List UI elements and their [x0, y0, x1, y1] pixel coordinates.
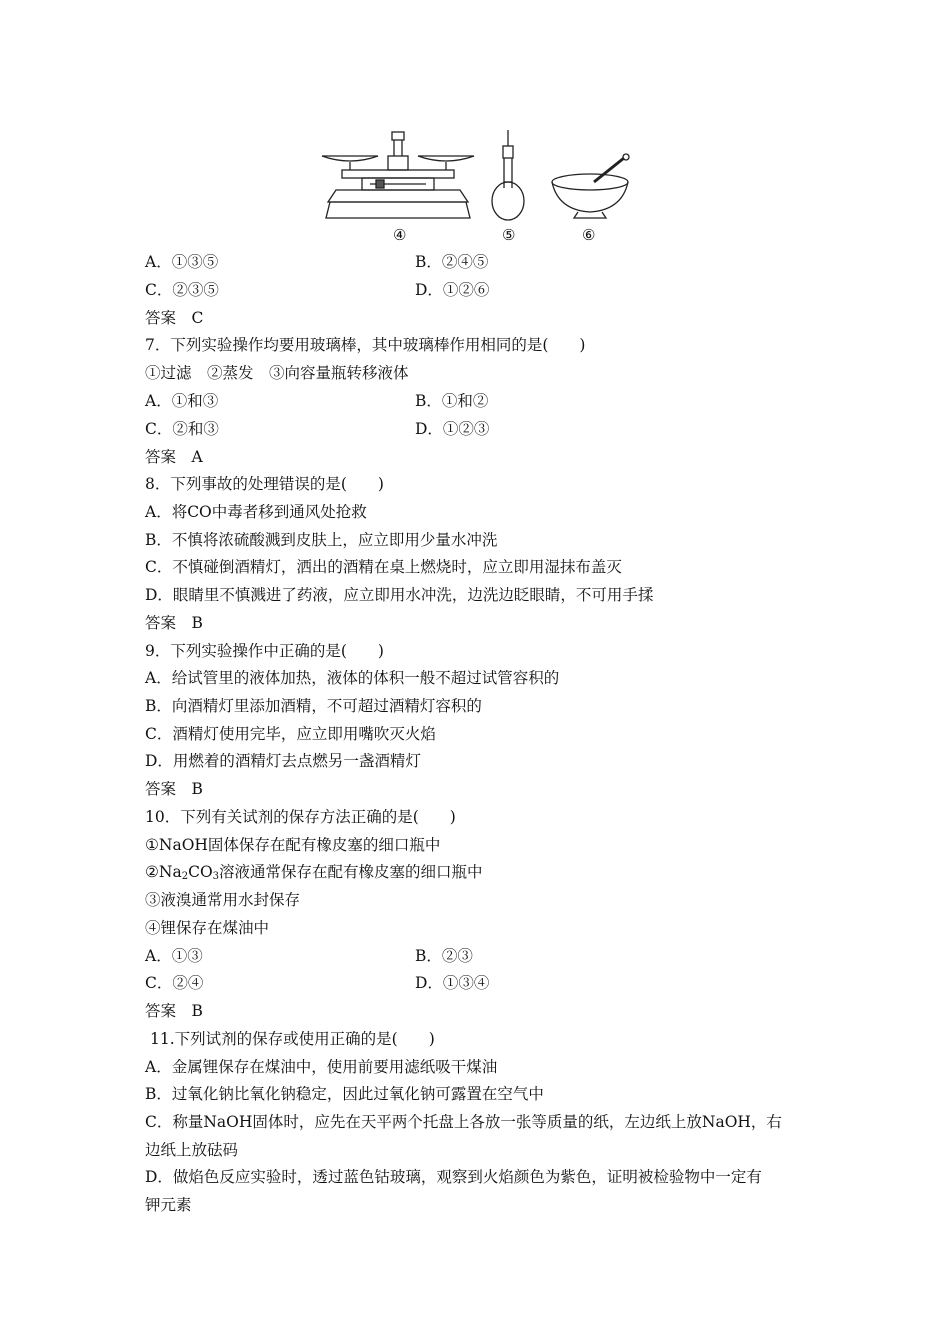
q9-option-b: B．向酒精灯里添加酒精，不可超过酒精灯容积的	[145, 697, 482, 715]
figure-label-4: ④	[393, 226, 407, 244]
q10-option-c: C．②④	[145, 974, 204, 992]
q7-answer: 答案 A	[145, 448, 203, 466]
q10-item-1: ①NaOH固体保存在配有橡皮塞的细口瓶中	[145, 836, 441, 854]
q11-option-c-line2: 边纸上放砝码	[145, 1141, 239, 1159]
q8-stem: 8．下列事故的处理错误的是( )	[145, 475, 384, 493]
q7-stem: 7．下列实验操作均要用玻璃棒，其中玻璃棒作用相同的是( )	[145, 336, 586, 354]
q9-option-c: C．酒精灯使用完毕，应立即用嘴吹灭火焰	[145, 725, 436, 743]
mortar-pestle-icon	[552, 154, 629, 218]
balance-scale-icon	[322, 132, 474, 218]
q10-item-2-post: 溶液通常保存在配有橡皮塞的细口瓶中	[219, 863, 483, 881]
figure-label-6: ⑥	[582, 226, 596, 244]
q11-option-a: A．金属锂保存在煤油中，使用前要用滤纸吸干煤油	[145, 1058, 498, 1076]
q6-option-d: D．①②⑥	[415, 281, 490, 299]
q10-item-2	[145, 861, 483, 888]
q10-item-3: ③液溴通常用水封保存	[145, 891, 301, 909]
q7-option-a: A．①和③	[145, 392, 219, 410]
q7-items: ①过滤 ②蒸发 ③向容量瓶转移液体	[145, 364, 409, 382]
q8-option-b: B．不慎将浓硫酸溅到皮肤上，应立即用少量水冲洗	[145, 531, 498, 549]
q11-option-d-line2: 钾元素	[145, 1196, 192, 1214]
q10-option-a: A．①③	[145, 947, 203, 965]
q6-option-c: C．②③⑤	[145, 281, 219, 299]
apparatus-figure	[318, 126, 638, 244]
q6-option-b: B．②④⑤	[415, 253, 489, 271]
volumetric-flask-icon	[492, 130, 524, 220]
q11-option-c-line1: C．称量NaOH固体时，应先在天平两个托盘上各放一张等质量的纸，左边纸上放NaOH，右	[145, 1113, 782, 1131]
q6-option-a: A．①③⑤	[145, 253, 219, 271]
q10-item-2-sub2: 3	[212, 871, 220, 882]
q10-item-2-pre: ②Na	[145, 863, 182, 881]
q11-option-b: B．过氧化钠比氧化钠稳定，因此过氧化钠可露置在空气中	[145, 1085, 544, 1103]
apparatus-drawing	[318, 126, 638, 226]
q10-item-2-mid: CO	[188, 863, 213, 881]
q9-option-d: D．用燃着的酒精灯去点燃另一盏酒精灯	[145, 752, 421, 770]
q9-stem: 9．下列实验操作中正确的是( )	[145, 642, 384, 660]
q7-option-c: C．②和③	[145, 420, 219, 438]
figure-label-5: ⑤	[502, 226, 516, 244]
q6-answer: 答案 C	[145, 309, 204, 327]
q11-option-d-line1: D．做焰色反应实验时，透过蓝色钴玻璃，观察到火焰颜色为紫色，证明被检验物中一定有	[145, 1168, 762, 1186]
q10-answer: 答案 B	[145, 1002, 203, 1020]
q8-option-d: D．眼睛里不慎溅进了药液，应立即用水冲洗，边洗边眨眼睛，不可用手揉	[145, 586, 654, 604]
q11-stem: 11.下列试剂的保存或使用正确的是( )	[150, 1030, 435, 1048]
q10-item-2-sub1: 2	[181, 871, 189, 882]
q7-option-d: D．①②③	[415, 420, 490, 438]
q9-option-a: A．给试管里的液体加热，液体的体积一般不超过试管容积的	[145, 669, 560, 687]
q10-item-4: ④锂保存在煤油中	[145, 919, 270, 937]
q10-option-b: B．②③	[415, 947, 473, 965]
q8-answer: 答案 B	[145, 614, 203, 632]
q7-option-b: B．①和②	[415, 392, 489, 410]
q10-stem: 10．下列有关试剂的保存方法正确的是( )	[145, 808, 456, 826]
q9-answer: 答案 B	[145, 780, 203, 798]
q8-option-a: A．将CO中毒者移到通风处抢救	[145, 503, 367, 521]
q10-option-d: D．①③④	[415, 974, 490, 992]
q8-option-c: C．不慎碰倒酒精灯，洒出的酒精在桌上燃烧时，应立即用湿抹布盖灭	[145, 558, 622, 576]
